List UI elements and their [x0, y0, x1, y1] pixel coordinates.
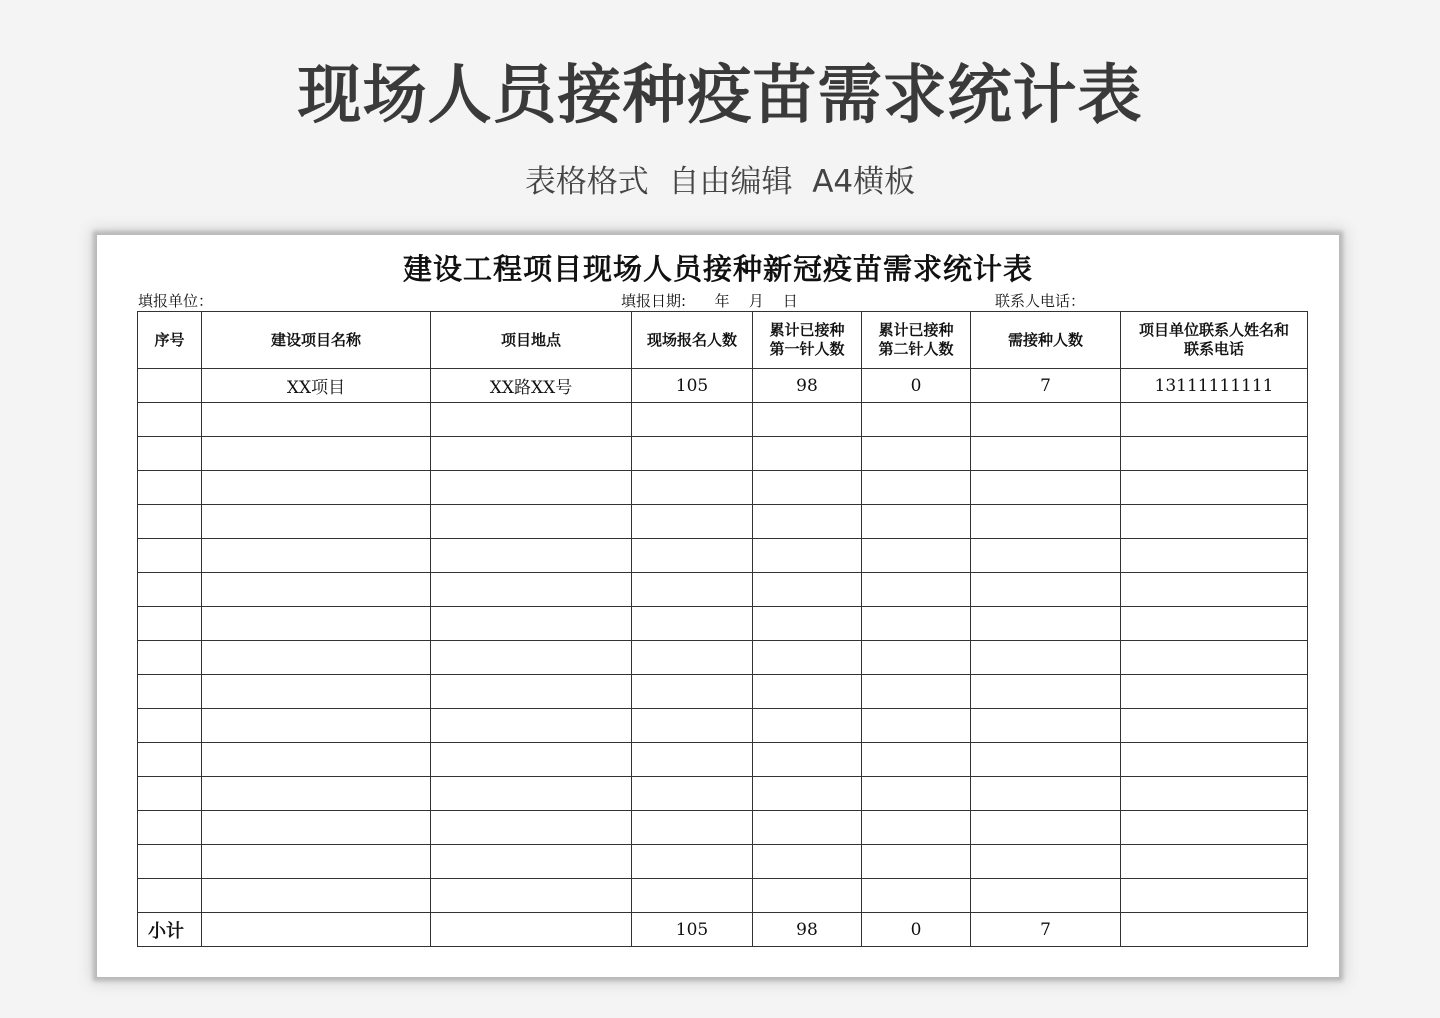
table-cell[interactable] [1121, 471, 1308, 505]
table-cell[interactable] [431, 471, 632, 505]
table-cell[interactable] [862, 539, 971, 573]
table-row [138, 845, 1308, 879]
table-cell[interactable] [632, 573, 753, 607]
table-cell[interactable] [753, 811, 862, 845]
table-cell[interactable]: 98 [753, 369, 862, 403]
table-cell[interactable] [971, 879, 1121, 913]
table-cell[interactable] [753, 539, 862, 573]
table-cell[interactable] [138, 743, 202, 777]
table-cell[interactable] [862, 437, 971, 471]
table-cell[interactable] [1121, 879, 1308, 913]
table-cell[interactable] [138, 845, 202, 879]
column-header-dose2: 累计已接种 第二针人数 [862, 312, 971, 369]
subtotal-cell[interactable] [202, 913, 431, 947]
table-cell[interactable] [753, 573, 862, 607]
column-header-contact: 项目单位联系人姓名和 联系电话 [1121, 312, 1308, 369]
table-cell[interactable] [138, 777, 202, 811]
table-cell[interactable] [1121, 845, 1308, 879]
table-row [138, 743, 1308, 777]
table-cell[interactable] [431, 675, 632, 709]
table-cell[interactable] [971, 811, 1121, 845]
table-cell[interactable] [753, 471, 862, 505]
table-cell[interactable] [138, 403, 202, 437]
table-cell[interactable] [862, 709, 971, 743]
table-cell[interactable]: XX路XX号 [431, 369, 632, 403]
table-cell[interactable] [138, 675, 202, 709]
table-row [138, 641, 1308, 675]
table-row [138, 573, 1308, 607]
table-cell[interactable]: 0 [862, 369, 971, 403]
table-cell[interactable] [862, 471, 971, 505]
subtotal-cell[interactable] [1121, 913, 1308, 947]
table-cell[interactable] [753, 675, 862, 709]
table-cell[interactable] [202, 573, 431, 607]
table-cell[interactable] [862, 845, 971, 879]
table-cell[interactable] [431, 437, 632, 471]
table-cell[interactable] [138, 369, 202, 403]
table-cell[interactable]: 7 [971, 369, 1121, 403]
subtotal-cell[interactable]: 7 [971, 913, 1121, 947]
table-cell[interactable] [431, 709, 632, 743]
table-cell[interactable] [138, 641, 202, 675]
table-cell[interactable] [1121, 437, 1308, 471]
table-cell[interactable]: 13111111111 [1121, 369, 1308, 403]
table-cell[interactable] [862, 879, 971, 913]
table-cell[interactable] [753, 403, 862, 437]
table-cell[interactable]: 105 [632, 369, 753, 403]
stats-table [137, 311, 1308, 947]
table-cell[interactable] [632, 879, 753, 913]
column-header-location: 项目地点 [431, 312, 632, 369]
table-cell[interactable] [202, 641, 431, 675]
subtotal-cell[interactable]: 98 [753, 913, 862, 947]
table-row [138, 675, 1308, 709]
table-cell[interactable] [862, 811, 971, 845]
table-cell[interactable] [632, 471, 753, 505]
table-cell[interactable] [632, 709, 753, 743]
table-cell[interactable] [971, 607, 1121, 641]
table-cell[interactable] [1121, 403, 1308, 437]
table-row [138, 607, 1308, 641]
page-subtitle: 表格格式 自由编辑 A4横板 [524, 164, 916, 200]
subtotal-cell[interactable]: 105 [632, 913, 753, 947]
table-cell[interactable] [971, 743, 1121, 777]
table-cell[interactable] [971, 845, 1121, 879]
table-cell[interactable] [431, 607, 632, 641]
table-cell[interactable] [753, 845, 862, 879]
table-cell[interactable] [202, 675, 431, 709]
table-cell[interactable] [1121, 539, 1308, 573]
table-cell[interactable] [862, 743, 971, 777]
table-cell[interactable] [431, 641, 632, 675]
table-row [138, 505, 1308, 539]
table-cell[interactable] [202, 709, 431, 743]
table-row [138, 539, 1308, 573]
column-header-registered: 现场报名人数 [632, 312, 753, 369]
table-cell[interactable] [202, 471, 431, 505]
table-cell[interactable] [1121, 675, 1308, 709]
table-cell[interactable] [1121, 709, 1308, 743]
table-cell[interactable] [1121, 607, 1308, 641]
table-cell[interactable] [138, 811, 202, 845]
column-header-needed: 需接种人数 [971, 312, 1121, 369]
table-cell[interactable] [138, 879, 202, 913]
table-cell[interactable] [632, 505, 753, 539]
table-cell[interactable] [862, 573, 971, 607]
table-cell[interactable] [138, 471, 202, 505]
table-row [138, 369, 1308, 403]
table-row [138, 811, 1308, 845]
table-cell[interactable] [431, 879, 632, 913]
table-cell[interactable] [202, 403, 431, 437]
table-cell[interactable] [971, 777, 1121, 811]
subtotal-row [138, 913, 1308, 947]
table-cell[interactable] [971, 505, 1121, 539]
table-cell[interactable] [1121, 505, 1308, 539]
subtotal-label: 小计 [138, 913, 202, 947]
table-cell[interactable] [971, 641, 1121, 675]
table-cell[interactable] [971, 539, 1121, 573]
table-row [138, 437, 1308, 471]
table-cell[interactable] [138, 539, 202, 573]
table-header-row [138, 312, 1308, 369]
table-cell[interactable] [753, 641, 862, 675]
table-cell[interactable] [753, 709, 862, 743]
table-cell[interactable] [862, 675, 971, 709]
table-cell[interactable] [202, 539, 431, 573]
table-cell[interactable] [138, 607, 202, 641]
table-cell[interactable] [202, 845, 431, 879]
table-cell[interactable] [202, 505, 431, 539]
table-cell[interactable] [971, 573, 1121, 607]
table-cell[interactable] [862, 641, 971, 675]
table-cell[interactable] [1121, 743, 1308, 777]
table-cell[interactable] [971, 403, 1121, 437]
table-cell[interactable] [431, 777, 632, 811]
table-cell[interactable] [431, 811, 632, 845]
table-cell[interactable] [753, 777, 862, 811]
table-cell[interactable] [431, 573, 632, 607]
table-cell[interactable] [431, 539, 632, 573]
table-cell[interactable] [753, 743, 862, 777]
table-cell[interactable] [431, 845, 632, 879]
table-row [138, 777, 1308, 811]
table-cell[interactable] [202, 743, 431, 777]
table-cell[interactable] [431, 403, 632, 437]
table-cell[interactable] [138, 573, 202, 607]
table-cell[interactable] [753, 879, 862, 913]
table-cell[interactable] [632, 403, 753, 437]
document-sheet [97, 235, 1339, 977]
table-cell[interactable] [971, 709, 1121, 743]
table-cell[interactable] [632, 777, 753, 811]
table-cell[interactable] [202, 811, 431, 845]
table-cell[interactable] [202, 437, 431, 471]
table-row [138, 709, 1308, 743]
table-cell[interactable] [632, 743, 753, 777]
table-cell[interactable] [138, 709, 202, 743]
table-cell[interactable] [1121, 573, 1308, 607]
table-row [138, 403, 1308, 437]
table-cell[interactable] [431, 743, 632, 777]
table-cell[interactable] [862, 607, 971, 641]
contact-label: 联系人电话： [995, 292, 1086, 310]
table-cell[interactable] [753, 607, 862, 641]
table-cell[interactable] [971, 675, 1121, 709]
sheet-title: 建设工程项目现场人员接种新冠疫苗需求统计表 [402, 252, 1033, 286]
table-cell[interactable] [971, 437, 1121, 471]
table-cell[interactable] [862, 505, 971, 539]
table-cell[interactable] [862, 403, 971, 437]
table-cell[interactable] [632, 539, 753, 573]
table-cell[interactable] [202, 879, 431, 913]
column-header-dose1: 累计已接种 第一针人数 [753, 312, 862, 369]
table-cell[interactable] [202, 607, 431, 641]
table-cell[interactable] [431, 505, 632, 539]
table-cell[interactable] [632, 675, 753, 709]
table-cell[interactable] [138, 437, 202, 471]
subtotal-cell[interactable] [431, 913, 632, 947]
table-cell[interactable] [632, 607, 753, 641]
unit-label: 填报单位： [138, 292, 214, 310]
table-cell[interactable] [1121, 811, 1308, 845]
table-cell[interactable] [971, 471, 1121, 505]
table-row [138, 471, 1308, 505]
table-body [138, 369, 1308, 947]
table-cell[interactable] [138, 505, 202, 539]
column-header-index: 序号 [138, 312, 202, 369]
subtotal-cell[interactable]: 0 [862, 913, 971, 947]
table-cell[interactable] [862, 777, 971, 811]
table-cell[interactable] [1121, 641, 1308, 675]
table-cell[interactable] [632, 437, 753, 471]
table-row [138, 879, 1308, 913]
table-cell[interactable] [632, 811, 753, 845]
page-title: 现场人员接种疫苗需求统计表 [297, 59, 1143, 133]
table-cell[interactable] [1121, 777, 1308, 811]
column-header-project-name: 建设项目名称 [202, 312, 431, 369]
table-cell[interactable] [632, 845, 753, 879]
date-label: 填报日期: 年 月 日 [621, 292, 798, 310]
table-cell[interactable] [753, 505, 862, 539]
table-cell[interactable] [202, 777, 431, 811]
table-cell[interactable]: XX项目 [202, 369, 431, 403]
table-cell[interactable] [632, 641, 753, 675]
table-cell[interactable] [753, 437, 862, 471]
